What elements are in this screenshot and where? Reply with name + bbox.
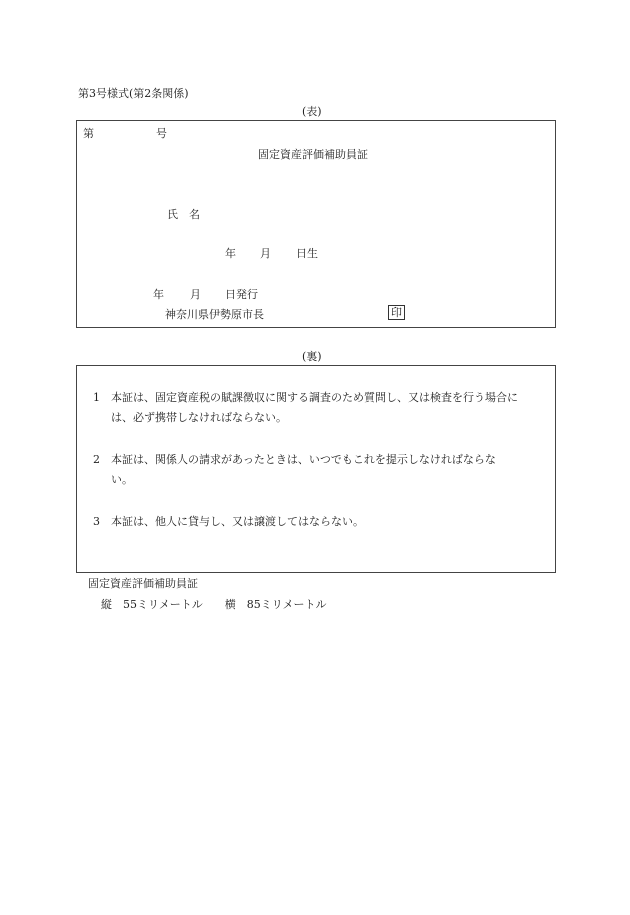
size-spec: 縦 55ミリメートル 横 85ミリメートル (101, 598, 327, 611)
birth-day-label: 日生 (296, 247, 318, 260)
front-card (76, 120, 556, 328)
seal-text: 印 (388, 305, 405, 320)
issue-year-label: 年 (153, 288, 164, 301)
card-number-suffix: 号 (156, 127, 167, 140)
card-name: 固定資産評価補助員証 (88, 577, 198, 590)
card-number-prefix: 第 (83, 127, 94, 140)
front-label: (表) (302, 105, 322, 118)
item-text-line1: 本証は、固定資産税の賦課徴収に関する調査のため質問し、又は検査を行う場合に (111, 391, 518, 404)
birth-month-label: 月 (260, 247, 271, 260)
item-number: 3 (93, 515, 100, 528)
issuer: 神奈川県伊勢原市長 (165, 308, 264, 321)
card-title: 固定資産評価補助員証 (258, 148, 368, 161)
seal-mark (388, 305, 405, 320)
form-number: 第3号様式(第2条関係) (78, 87, 189, 100)
item-text-line1: 本証は、他人に貸与し、又は譲渡してはならない。 (111, 515, 364, 528)
name-label: 氏 名 (167, 208, 200, 221)
item-text-line2: は、必ず携帯しなければならない。 (111, 411, 287, 424)
back-label: (裏) (302, 350, 322, 363)
item-number: 1 (93, 391, 100, 404)
item-text-line1: 本証は、関係人の請求があったときは、いつでもこれを提示しなければならな (111, 453, 496, 466)
birth-year-label: 年 (225, 247, 236, 260)
issue-day-label: 日発行 (225, 288, 258, 301)
item-text-line2: い。 (111, 473, 133, 486)
item-number: 2 (93, 453, 100, 466)
issue-month-label: 月 (190, 288, 201, 301)
